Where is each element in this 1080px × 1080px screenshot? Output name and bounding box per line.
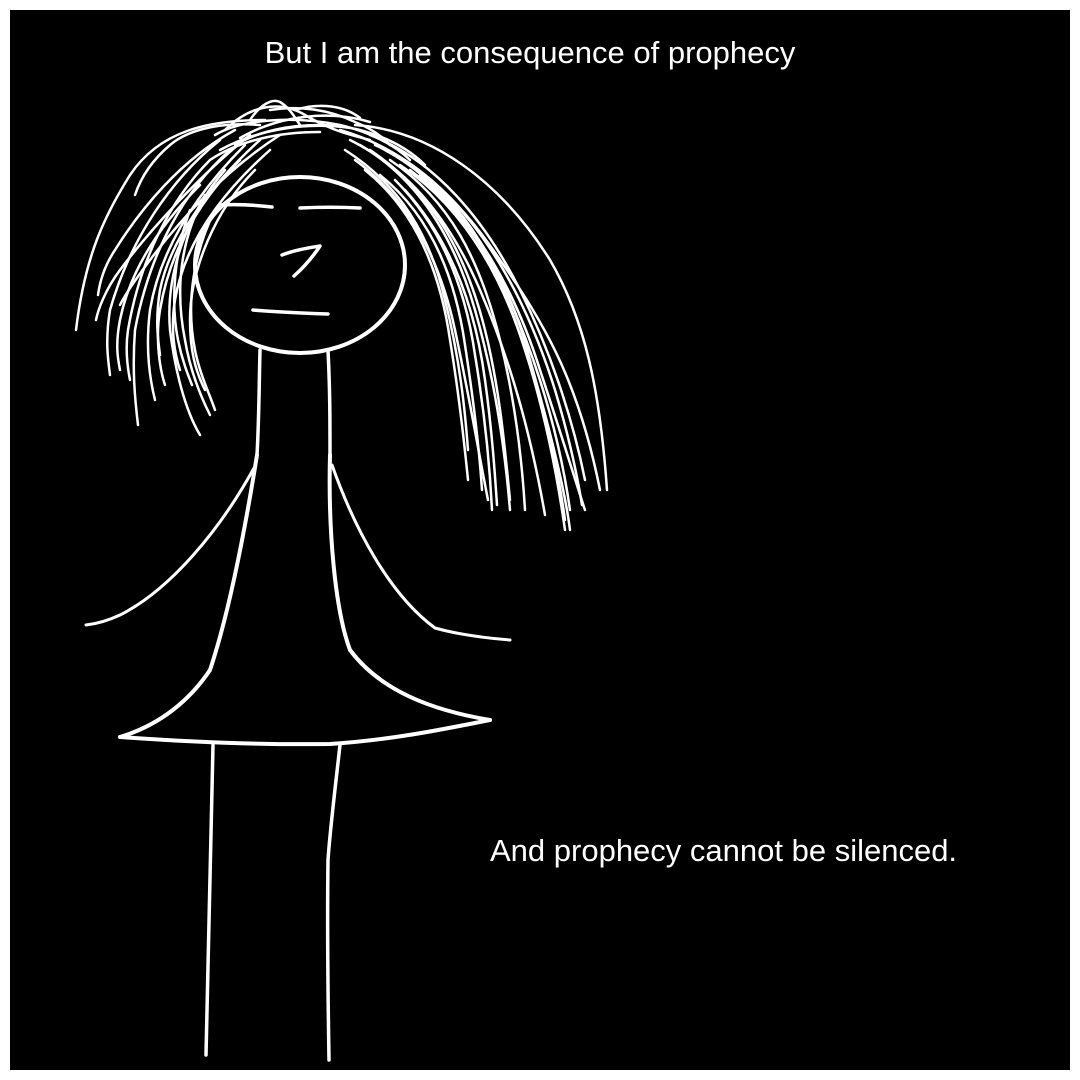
mouth xyxy=(253,310,328,314)
stick-figure-drawing xyxy=(10,10,1070,1070)
arms xyxy=(86,465,510,640)
hair-left xyxy=(76,120,280,435)
legs xyxy=(206,745,340,1060)
hair-right xyxy=(340,125,607,530)
caption-bottom: And prophecy cannot be silenced. xyxy=(490,833,958,868)
neck xyxy=(257,350,330,455)
right-arm xyxy=(332,465,510,640)
dress xyxy=(120,455,490,744)
right-eye xyxy=(300,207,360,208)
comic-panel xyxy=(10,10,1070,1070)
left-eye xyxy=(220,205,272,207)
nose xyxy=(282,246,320,276)
caption-top: But I am the consequence of prophecy xyxy=(264,35,796,70)
right-leg xyxy=(328,745,340,1060)
left-leg xyxy=(206,745,213,1055)
face xyxy=(220,205,360,314)
